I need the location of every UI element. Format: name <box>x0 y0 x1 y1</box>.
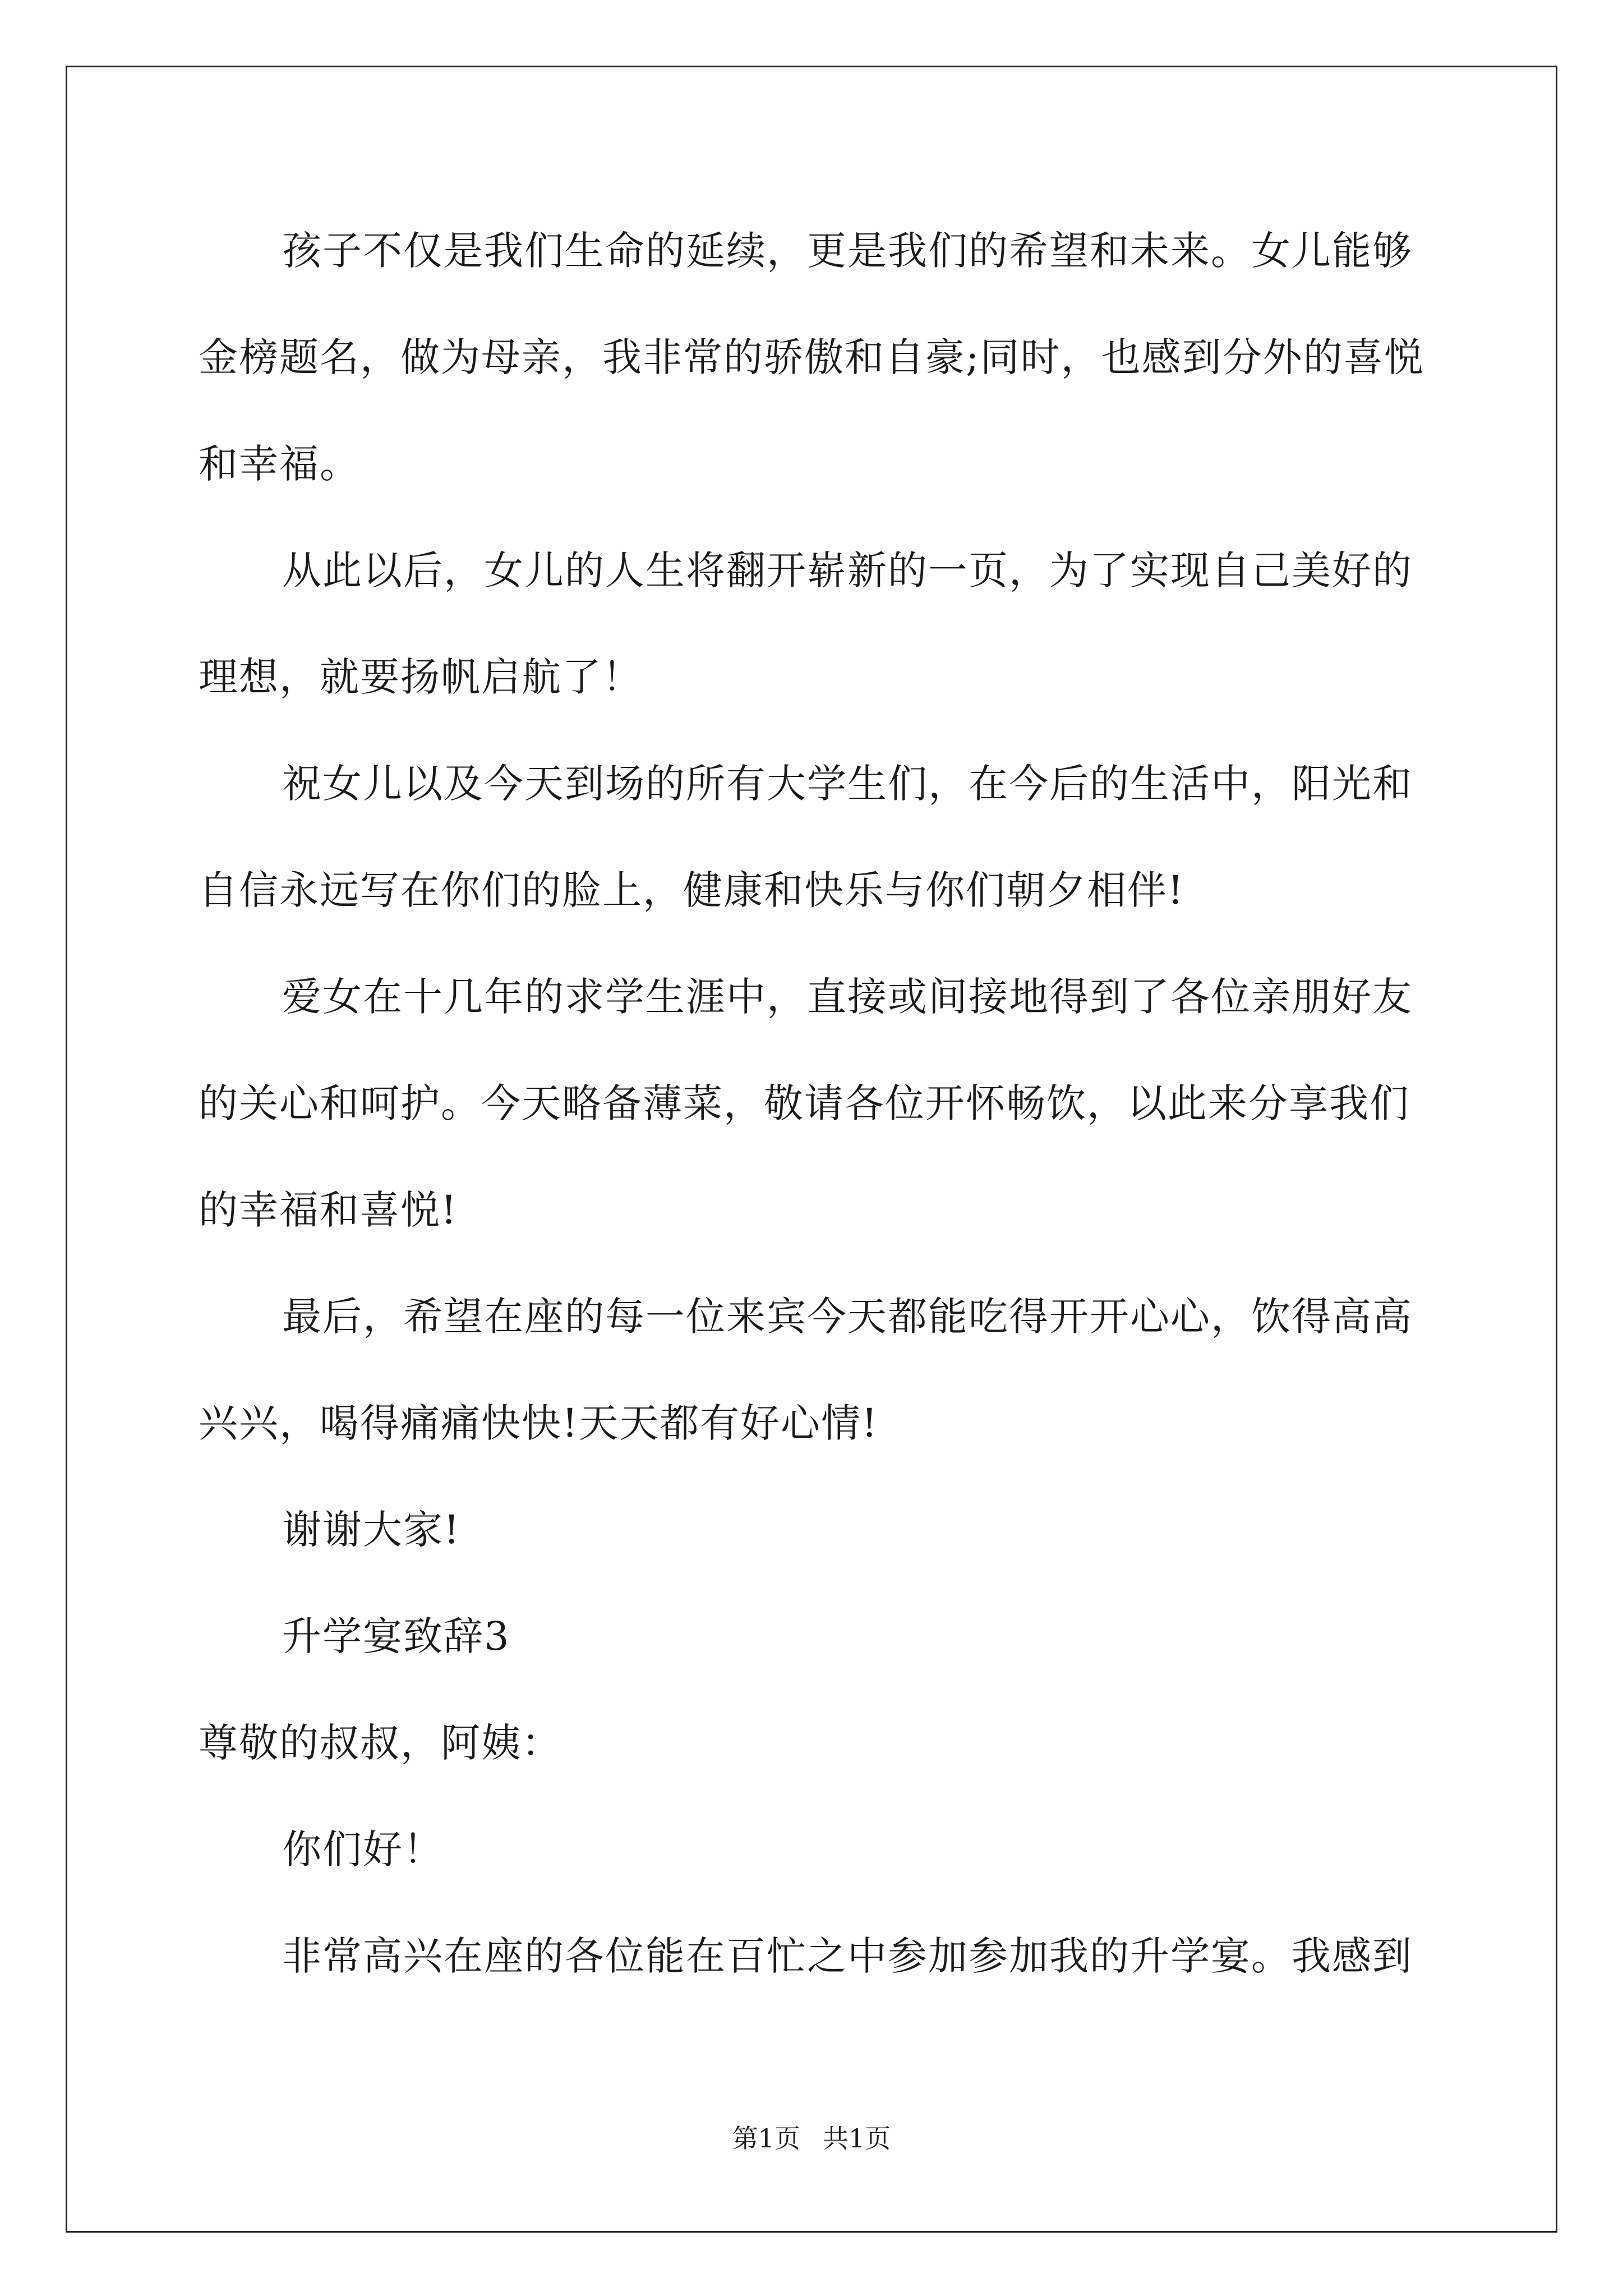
greeting: 你们好！ <box>282 1826 444 1872</box>
paragraph-line: 和幸福。 <box>199 441 360 487</box>
paragraph-line: 最后，希望在座的每一位来宾今天都能吃得开开心心，饮得高高 <box>282 1294 1413 1340</box>
paragraph-line: 的关心和呵护。今天略备薄菜，敬请各位开怀畅饮，以此来分享我们 <box>199 1080 1410 1126</box>
paragraph-line: 的幸福和喜悦! <box>199 1187 458 1233</box>
paragraph-line: 金榜题名，做为母亲，我非常的骄傲和自豪;同时，也感到分外的喜悦 <box>199 334 1424 380</box>
paragraph-line: 兴兴，喝得痛痛快快!天天都有好心情! <box>199 1400 879 1446</box>
page-border <box>66 66 1557 2233</box>
salutation: 尊敬的叔叔，阿姨： <box>199 1720 562 1766</box>
paragraph-line: 孩子不仅是我们生命的延续，更是我们的希望和未来。女儿能够 <box>282 228 1413 274</box>
paragraph-line: 非常高兴在座的各位能在百忙之中参加参加我的升学宴。我感到 <box>282 1933 1413 1979</box>
section-heading: 升学宴致辞3 <box>282 1613 510 1659</box>
page-footer <box>0 2122 1623 2155</box>
paragraph-line: 祝女儿以及今天到场的所有大学生们，在今后的生活中，阳光和 <box>282 761 1413 807</box>
paragraph-line: 爱女在十几年的求学生涯中，直接或间接地得到了各位亲朋好友 <box>282 974 1413 1020</box>
paragraph-line: 理想，就要扬帆启航了！ <box>199 654 643 700</box>
page-total: 共1页 <box>823 2123 891 2154</box>
paragraph-line: 自信永远写在你们的脸上，健康和快乐与你们朝夕相伴! <box>199 867 1185 913</box>
paragraph-line: 谢谢大家! <box>282 1507 461 1553</box>
page-number: 第1页 <box>732 2123 800 2154</box>
paragraph-line: 从此以后，女儿的人生将翻开崭新的一页，为了实现自己美好的 <box>282 547 1413 593</box>
